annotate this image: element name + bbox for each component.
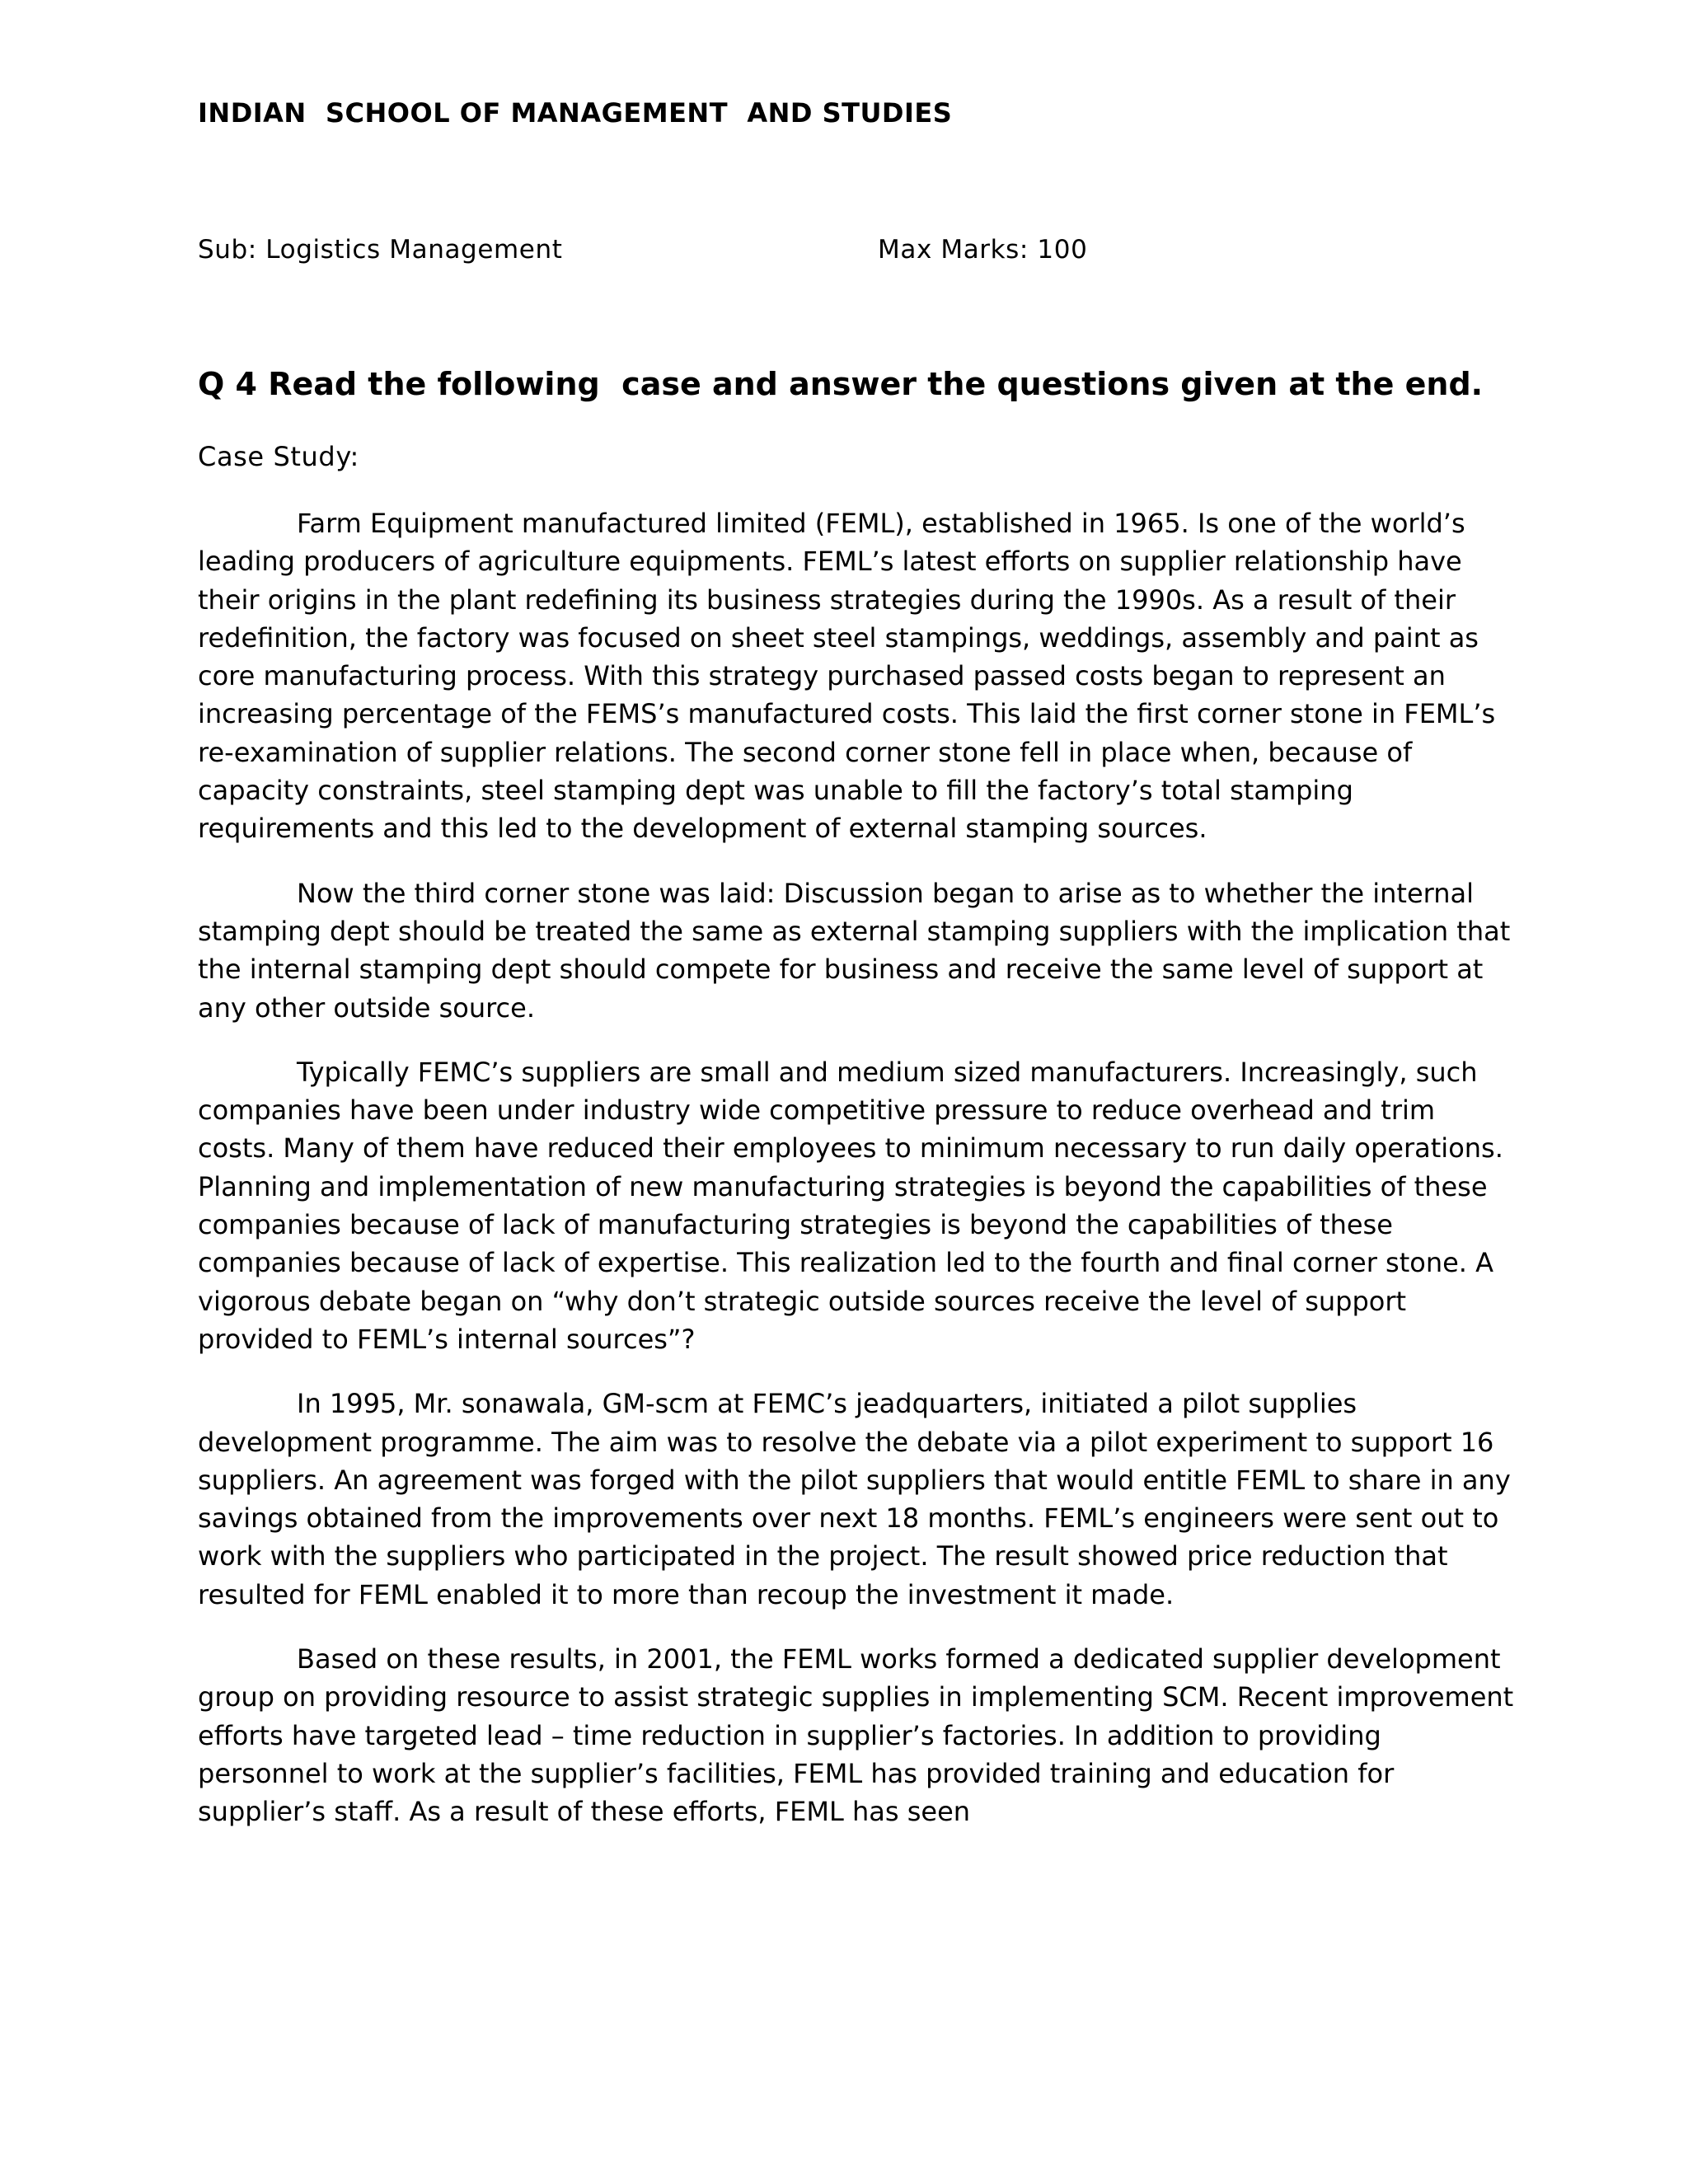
case-study-body [198, 504, 1517, 1858]
paragraph: Based on these results, in 2001, the FEML works formed a dedicated supplier development group on providing resource to assist strategic supplies in implementing SCM. Recent improvement efforts have targeted lead – time reduction in supplier’s factories. In addition to providing personnel to work at the supplier’s facilities, FEML has provided training and education for supplier’s staff. As a result of these efforts, FEML has seen [198, 1643, 1514, 1828]
subject-label: Sub: Logistics Management [198, 235, 563, 265]
paragraph: Typically FEMC’s suppliers are small and medium sized manufacturers. Increasingly, such companies have been under industry wide competitive pressure to reduce overhead and trim costs. Many of them have reduced their employees to minimum necessary to run daily operations. Planning and implementation of new manufacturing strategies is beyond the capabilities of these companies because of lack of manufacturing strategies is beyond the capabilities of these companies because of lack of expertise. This realization led to the fourth and final corner stone. A vigorous debate began on “why don’t strategic outside sources receive the level of support provided to FEML’s internal sources”? [198, 1056, 1503, 1355]
paragraph: Farm Equipment manufactured limited (FEML), established in 1965. Is one of the world’s leading producers of agriculture equipments. FEML’s latest efforts on supplier relationship have their origins in the plant redefining its business strategies during the 1990s. As a result of their redefinition, the factory was focused on sheet steel stampings, weddings, assembly and paint as core manufacturing process. With this strategy purchased passed costs began to represent an increasing percentage of the FEMS’s manufactured costs. This laid the first corner stone in FEML’s re-examination of supplier relations. The second corner stone fell in place when, because of capacity constraints, steel stamping dept was unable to fill the factory’s total stamping requirements and this led to the development of external stamping sources. [198, 508, 1496, 845]
institution-title: INDIAN SCHOOL OF MANAGEMENT AND STUDIES [198, 97, 953, 129]
case-study-label: Case Study: [198, 441, 359, 472]
paragraph: Now the third corner stone was laid: Discussion began to arise as to whether the internal stamping dept should be treated the same as external stamping suppliers with the implication that the internal stamping dept should compete for business and receive the same level of support at any other outside source. [198, 877, 1511, 1024]
paragraph: In 1995, Mr. sonawala, GM-scm at FEMC’s jeadquarters, initiated a pilot supplies development programme. The aim was to resolve the debate via a pilot experiment to support 16 suppliers. An agreement was forged with the pilot suppliers that would entitle FEML to share in any savings obtained from the improvements over next 18 months. FEML’s engineers were sent out to work with the suppliers who participated in the project. The result showed price reduction that resulted for FEML enabled it to more than recoup the investment it made. [198, 1388, 1511, 1610]
max-marks-label: Max Marks: 100 [878, 235, 1088, 265]
question-heading: Q 4 Read the following case and answer the questions given at the end. [198, 366, 1484, 402]
